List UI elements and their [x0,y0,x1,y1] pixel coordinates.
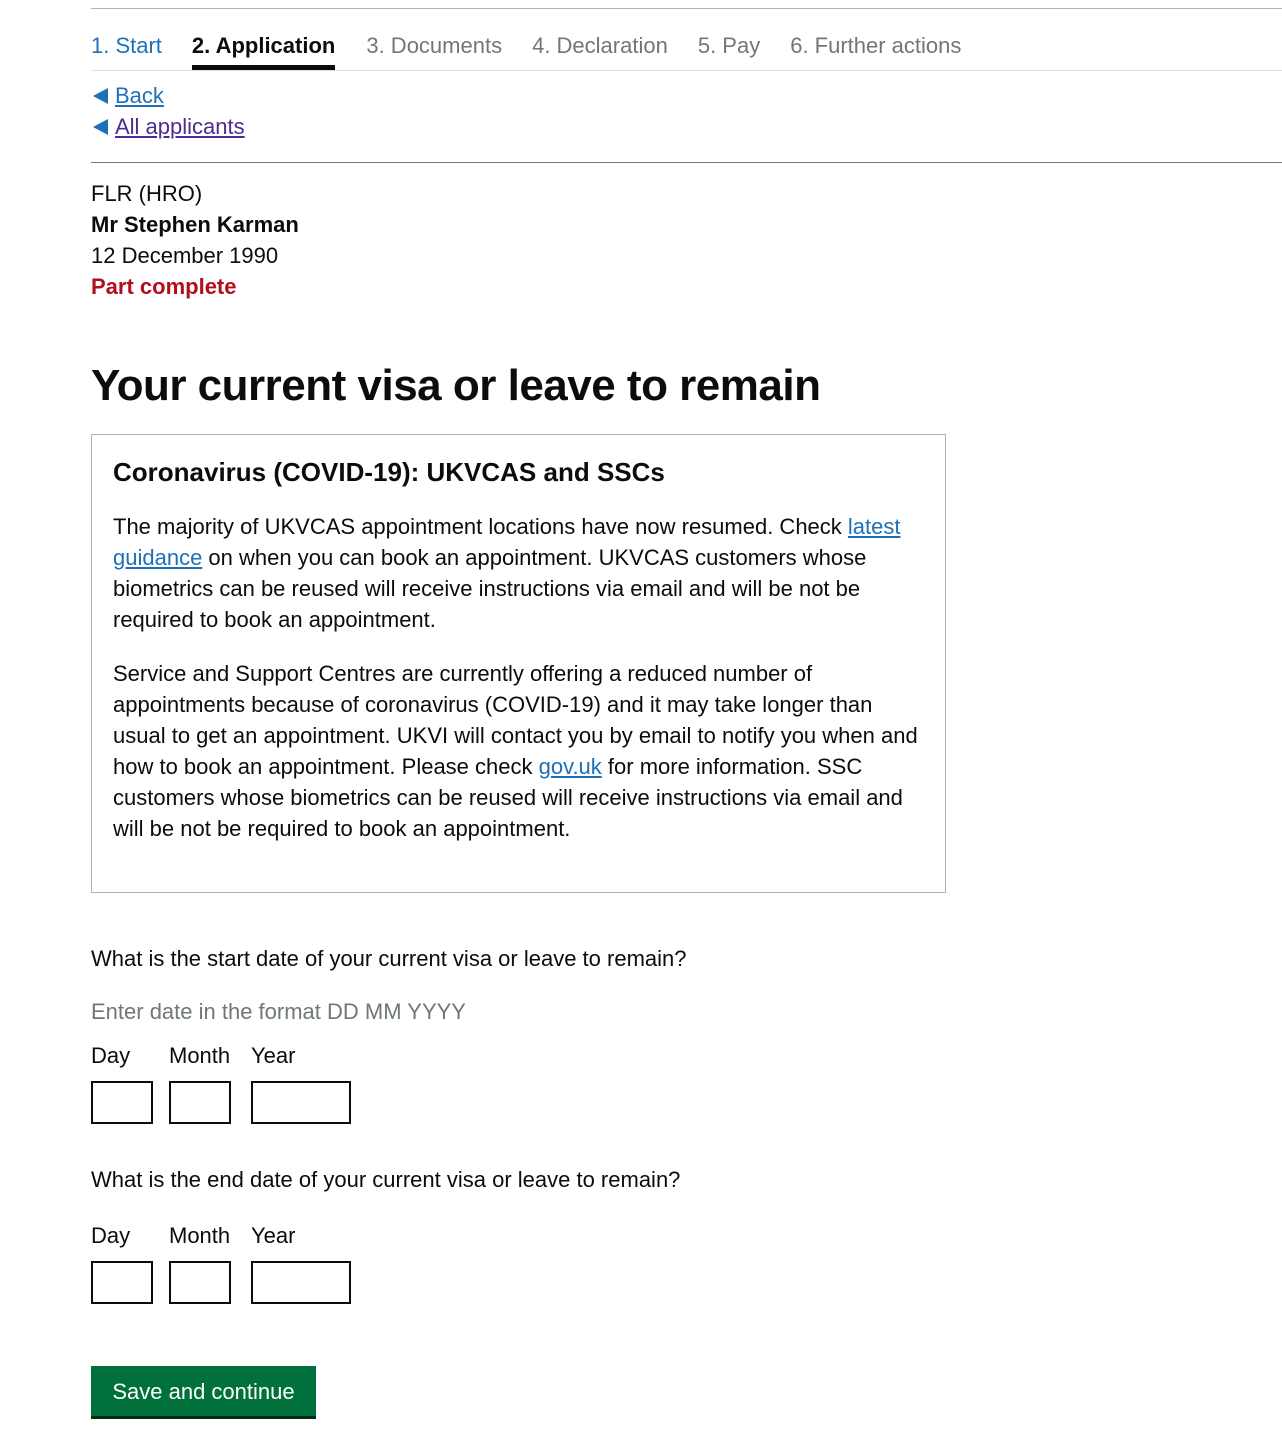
start-year-input[interactable] [251,1081,351,1124]
latest-guidance-link[interactable]: latest guidance [113,514,901,570]
progress-steps [91,30,1282,70]
step-start[interactable]: 1. Start [91,33,162,58]
step-declaration: 4. Declaration [532,33,668,58]
applicant-dob: 12 December 1990 [91,243,279,268]
all-applicants-link[interactable]: All applicants [115,113,245,139]
notice-text: Service and Support Centres are currently offering a reduced number of appointments because of coronavirus (COVID-19) and it may take longer than usual to get an appointment. UKVI will contact you by email to notify you when and how to book an appointment. Please check [113,661,918,779]
applicant-name: Mr Stephen Karman [91,212,299,237]
all-applicants-link-row [93,111,245,142]
start-month-input[interactable] [169,1081,231,1124]
save-and-continue-button[interactable]: Save and continue [91,1366,316,1416]
notice-text: for more information. SSC customers whose biometrics can be reused will receive instructions via email and will be not be required to book an appointment. [113,754,903,841]
step-further-actions: 6. Further actions [790,33,962,58]
back-arrow-icon [93,88,108,104]
end-day-label: Day [91,1223,131,1248]
notice-heading: Coronavirus (COVID-19): UKVCAS and SSCs [113,457,665,487]
step-pay: 5. Pay [697,33,761,58]
start-month-item [169,1040,231,1124]
end-year-input[interactable] [251,1261,351,1304]
section-divider [91,162,1282,163]
start-date-question: What is the start date of your current visa or leave to remain? [91,946,687,971]
back-links [93,80,245,142]
start-day-input[interactable] [91,1081,153,1124]
end-year-item [251,1220,351,1304]
notice-text: The majority of UKVCAS appointment locations have now resumed. Check [113,514,848,539]
end-date-question: What is the end date of your current visa or leave to remain? [91,1167,681,1192]
end-month-item [169,1220,231,1304]
start-year-item [251,1040,351,1124]
covid-notice [91,434,946,893]
start-month-label: Month [169,1043,231,1068]
back-arrow-icon [93,119,108,135]
end-date-group [91,1220,367,1304]
start-date-group [91,1040,367,1124]
start-day-label: Day [91,1043,131,1068]
step-application: 2. Application [192,30,335,70]
steps-divider [91,70,1282,71]
back-link-row [93,80,245,111]
application-type: FLR (HRO) [91,181,203,206]
end-month-input[interactable] [169,1261,231,1304]
page-title: Your current visa or leave to remain [91,361,821,410]
end-day-item [91,1220,153,1304]
end-month-label: Month [169,1223,231,1248]
notice-text: on when you can book an appointment. UKVCAS customers whose biometrics can be reused will receive instructions via email and will be not be required to book an appointment. [113,545,867,632]
notice-paragraph-1 [113,511,924,635]
end-year-label: Year [251,1223,296,1248]
end-day-input[interactable] [91,1261,153,1304]
status-badge: Part complete [91,274,237,299]
notice-paragraph-2 [113,658,924,844]
back-link[interactable]: Back [115,82,164,108]
step-documents: 3. Documents [366,33,503,58]
top-divider [91,8,1282,9]
gov-uk-link[interactable]: gov.uk [538,754,602,779]
start-date-hint: Enter date in the format DD MM YYYY [91,999,466,1024]
applicant-summary [91,178,299,302]
start-day-item [91,1040,153,1124]
start-year-label: Year [251,1043,296,1068]
